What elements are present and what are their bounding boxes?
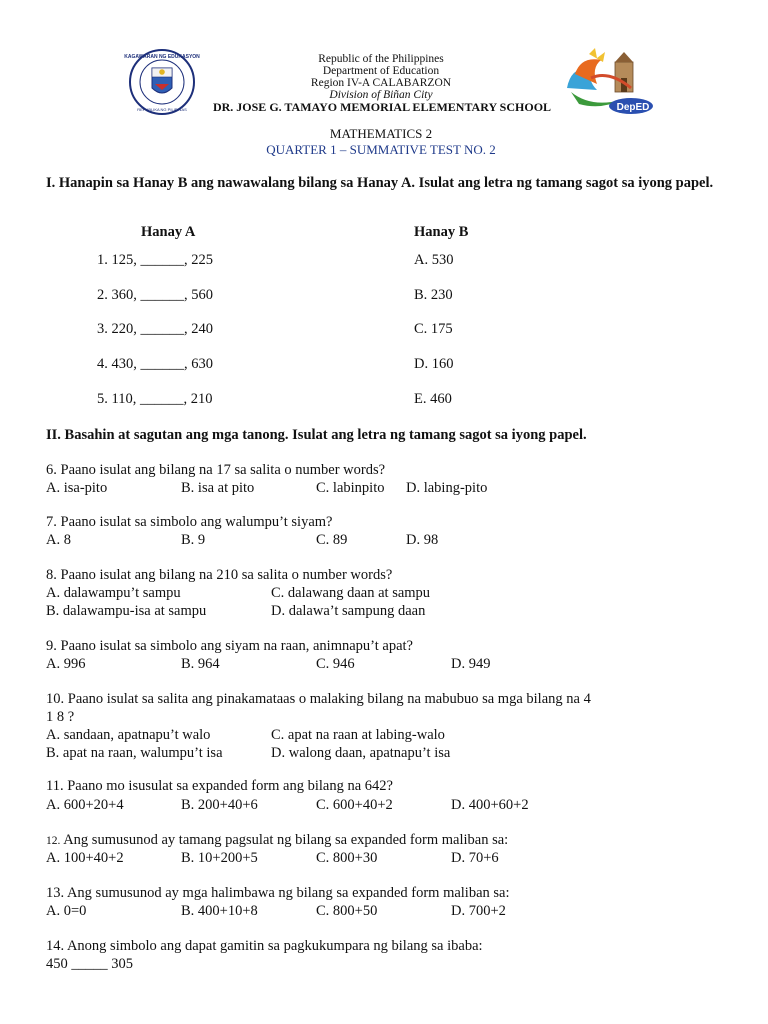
q8-option-c: C. dalawang daan at sampu [271,585,431,601]
part1-instruction: I. Hanapin sa Hanay B ang nawawalang bilang sa Hanay A. Isulat ang letra ng tamang sagot sa iyong papel. [46,175,714,191]
hanay-a-item: 1. 125, ______, 225 [97,252,213,268]
hanay-a-item: 3. 220, ______, 240 [97,321,213,337]
q6-option-b: B. isa at pito [181,480,255,496]
q13-option-b: B. 400+10+8 [181,903,258,919]
question-9: 9. Paano isulat sa simbolo ang siyam na raan, animnapu’t apat? [46,638,413,654]
q10-option-b: B. apat na raan, walumpu’t isa [46,745,223,761]
hanay-b-item: E. 460 [414,391,452,407]
header-department: Department of Education [322,65,440,77]
q10-option-d: D. walong daan, apatnapu’t isa [271,745,451,761]
hanay-a-item: 4. 430, ______, 630 [97,356,213,372]
q8-option-b: B. dalawampu-isa at sampu [46,603,207,619]
question-7: 7. Paano isulat sa simbolo ang walumpu’t siyam? [46,514,333,530]
hanay-b-item: D. 160 [414,356,454,372]
hanay-a-header: Hanay A [141,224,196,240]
q9-option-b: B. 964 [181,656,220,672]
q6-option-d: D. labing-pito [406,480,488,496]
q7-option-b: B. 9 [181,532,206,548]
deped-logo-text: DepED [616,102,650,113]
question-6: 6. Paano isulat ang bilang na 17 sa salita o number words? [46,462,386,478]
q12-option-a: A. 100+40+2 [46,850,124,866]
question-11: 11. Paano mo isusulat sa expanded form ang bilang na 642? [46,778,393,794]
q7-option-c: C. 89 [316,532,348,548]
q8-option-a: A. dalawampu’t sampu [46,585,181,601]
q7-option-a: A. 8 [46,532,71,548]
school-name: DR. JOSE G. TAMAYO MEMORIAL ELEMENTARY SCHOOL [212,100,552,114]
question-10-line1: 10. Paano isulat sa salita ang pinakamataas o malaking bilang na mabubuo sa mga bilang na 4 [46,691,591,707]
question-10-line2: 1 8 ? [46,709,75,725]
q10-option-c: C. apat na raan at labing-walo [271,727,445,743]
test-title: QUARTER 1 – SUMMATIVE TEST NO. 2 [266,142,496,157]
q12-option-d: D. 70+6 [451,850,499,866]
q11-option-c: C. 600+40+2 [316,797,393,813]
hanay-a-item: 5. 110, ______, 210 [97,391,213,407]
question-12 [46,831,508,850]
seal-text-top: KAGAWARAN NG EDUKASYON [124,54,200,60]
question-8: 8. Paano isulat ang bilang na 210 sa salita o number words? [46,567,393,583]
q13-option-d: D. 700+2 [451,903,506,919]
question-13: 13. Ang sumusunod ay mga halimbawa ng bilang sa expanded form maliban sa: [46,885,510,901]
header-division: Division of Biñan City [329,89,433,101]
q6-option-c: C. labinpito [316,480,385,496]
q11-option-d: D. 400+60+2 [451,797,529,813]
q11-option-b: B. 200+40+6 [181,797,258,813]
q6-option-a: A. isa-pito [46,480,108,496]
question-12-text: Ang sumusunod ay tamang pagsulat ng bilang sa expanded form maliban sa: [60,832,509,848]
q11-option-a: A. 600+20+4 [46,797,124,813]
q12-option-c: C. 800+30 [316,850,378,866]
division-logo [561,48,657,118]
q9-option-c: C. 946 [316,656,355,672]
q9-option-d: D. 949 [451,656,491,672]
hanay-a-item: 2. 360, ______, 560 [97,287,213,303]
hanay-b-item: C. 175 [414,321,453,337]
part2-instruction: II. Basahin at sagutan ang mga tanong. Isulat ang letra ng tamang sagot sa iyong papel. [46,427,587,443]
question-12-number: 12. [46,835,61,847]
q7-option-d: D. 98 [406,532,439,548]
hanay-b-item: A. 530 [414,252,454,268]
q12-option-b: B. 10+200+5 [181,850,258,866]
q13-option-a: A. 0=0 [46,903,87,919]
q13-option-c: C. 800+50 [316,903,378,919]
header-region: Region IV-A CALABARZON [310,77,452,89]
header-republic: Republic of the Philippines [318,53,444,65]
q8-option-d: D. dalawa’t sampung daan [271,603,426,619]
q9-option-a: A. 996 [46,656,86,672]
subject-title: MATHEMATICS 2 [329,126,433,141]
hanay-b-item: B. 230 [414,287,453,303]
seal-text-bottom: REPUBLIKA NG PILIPINAS [137,107,187,112]
question-14-comparison: 450 _____ 305 [46,956,133,972]
question-14: 14. Anong simbolo ang dapat gamitin sa pagkukumpara ng bilang sa ibaba: [46,938,483,954]
deped-seal-logo [122,48,202,116]
hanay-b-header: Hanay B [414,224,469,240]
q10-option-a: A. sandaan, apatnapu’t walo [46,727,211,743]
